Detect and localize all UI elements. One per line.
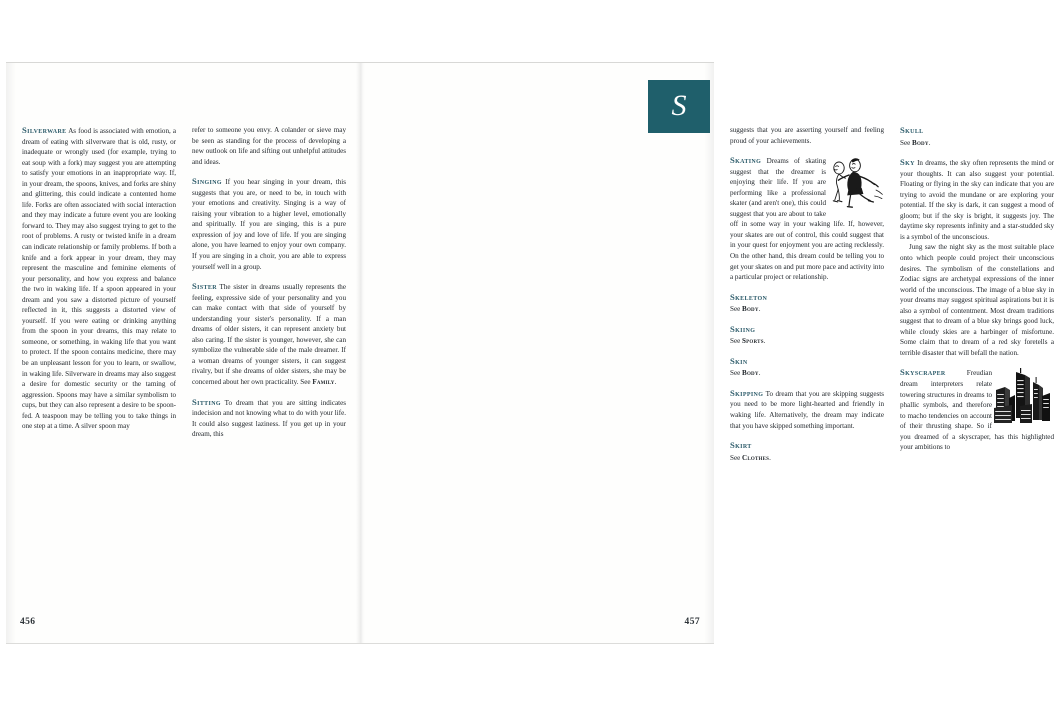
headword-skeleton: Skeleton <box>730 291 768 302</box>
entry-text: Dreams of skating suggest that the dreamer is enjoying their life. If you are performing like a professional skater (and aren't one), this could suggest that you are about to take off in some way in your waking life. If, however, your skates are out of control, this could suggest that in your quest for enjoyment you are acting recklessly. On the other hand, this dream could be telling you to get your skates on and put more pace and activity into a particular project or relationship. <box>730 157 884 282</box>
see-also-prefix: See <box>300 378 313 387</box>
entry-sky <box>900 157 1054 358</box>
cross-reference-clothes[interactable]: Clothes <box>742 453 770 462</box>
see-also-suffix: . <box>758 369 761 378</box>
entry-headword-line <box>730 440 884 452</box>
headword-skipping: Skipping <box>730 387 764 398</box>
cross-reference-sports[interactable]: Sports <box>742 337 764 346</box>
entry-text: To dream that you are skipping suggests you need to be more light-hearted and friendly in waking life. Alternatively, the dream may indicate that you have skipped something important. <box>730 389 884 430</box>
headword-skiing: Skiing <box>730 323 756 334</box>
entry-text: To dream that you are sitting indicates indecision and not knowing what to do with your life. It could also suggest laziness. If you get up in your dream, this <box>192 398 346 439</box>
see-also-prefix: See <box>730 305 743 314</box>
entry-headword-line <box>730 324 884 336</box>
entry-headword-line <box>730 292 884 304</box>
see-also-line <box>900 138 1054 149</box>
right-page-column-2 <box>900 125 1054 599</box>
entry-singing <box>192 176 346 272</box>
headword-skyscraper: Skyscraper <box>900 367 946 378</box>
tab-letter: S <box>671 88 687 122</box>
entry-text: refer to someone you envy. A colander or sieve may be seen as standing for the process of developing a new outlook on life and sifting out unhelpful attitudes and ideas. <box>192 126 346 166</box>
see-also-prefix: See <box>730 337 743 346</box>
see-also-line <box>730 336 884 347</box>
right-page-edge-shading <box>704 63 714 643</box>
entry-skirt <box>730 440 884 463</box>
entry-body <box>730 388 884 431</box>
entry-skull <box>900 125 1054 148</box>
entry-body <box>192 281 346 387</box>
see-also-suffix: . <box>758 305 761 314</box>
cross-reference-family[interactable]: Family <box>312 378 335 387</box>
entry-skating <box>730 155 884 283</box>
entry-silverware <box>22 125 176 432</box>
see-also-suffix: . <box>769 453 771 462</box>
entry-sitting-continued <box>730 125 884 146</box>
headword-skating: Skating <box>730 155 762 166</box>
entry-text: Freudian dream interpreters relate towering structures in dreams to phallic symbols, and therefore to macho tendencies on account of their thrusting shape. So if you dreamed of a skyscraper, has this highlighted your ambitions to <box>900 369 1054 452</box>
headword-skirt: Skirt <box>730 440 752 451</box>
headword-sky: Sky <box>900 157 915 168</box>
entry-body <box>192 397 346 440</box>
entry-body <box>192 125 346 167</box>
skyscrapers-illustration <box>992 368 1054 426</box>
cross-reference-body[interactable]: Body <box>742 369 759 378</box>
headword-sitting: Sitting <box>192 396 221 407</box>
entry-skipping <box>730 388 884 431</box>
open-book-spread <box>6 62 1054 644</box>
headword-skull: Skull <box>900 125 924 135</box>
skaters-illustration <box>826 156 884 212</box>
entry-text: In dreams, the sky often represents the mind or your thoughts. It can also suggest your potential. Floating or flying in the sky can indicate that you are trying to avoid the mundane or are exploring your potential. If the sky is dark, it can suggest a mood of gloom; but if the sky is bright, it suggests joy. The daytime sky represents infinity and a star-studded sky is a symbol of the unconscious. <box>900 159 1054 241</box>
alphabet-thumb-tab-s[interactable] <box>648 80 710 133</box>
entry-sitting <box>192 397 346 440</box>
entry-body <box>730 125 884 146</box>
entry-skiing <box>730 324 884 347</box>
see-also-line <box>730 453 884 464</box>
entry-skin <box>730 356 884 379</box>
see-also-suffix: . <box>334 378 337 387</box>
headword-silverware: Silverware <box>22 125 67 135</box>
entry-headword-line <box>730 356 884 368</box>
entry-body <box>900 157 1054 242</box>
entry-silverware-continued <box>192 125 346 167</box>
entry-body-paragraph-2: Jung saw the night sky as the most suitable place onto which people could project their unconscious desires. The symbolism of the constellations and Zodiac signs are archetypal expressions of the inner world of the unconscious. The image of a blue sky in your dreams may suggest spiritual aspirations but it is also a symbol of contentment. Most dream traditions suggest that to dream of a blue sky brings good luck, while cloudy skies are a harbinger of misfortune. Some claim that to dream of a red sky foretells a terrible disaster that will befall the nation. <box>900 243 1054 357</box>
entry-text: suggests that you are asserting yourself and feeling proud of your achievements. <box>730 126 884 145</box>
left-page-edge-shading <box>6 63 16 643</box>
cross-reference-body[interactable]: Body <box>912 138 929 147</box>
headword-sister: Sister <box>192 281 217 292</box>
right-page-columns <box>730 125 1054 599</box>
left-page-columns <box>22 125 346 599</box>
see-also-prefix: See <box>900 138 913 147</box>
right-page-column-1 <box>730 125 884 599</box>
see-also-prefix: See <box>730 453 743 462</box>
entry-sister <box>192 281 346 387</box>
left-page-column-1 <box>22 125 176 599</box>
see-also-suffix: . <box>763 337 766 346</box>
see-also-prefix: See <box>730 369 743 378</box>
entry-text: As food is associated with emotion, a dream of eating with silverware that is old, rusty, or inadequate or wrongly used (for example, trying to eat soup with a fork) may suggest you are attempting to satisfy your emotions in an inappropriate way. If, in your dream, the spoons, knives, and forks are shiny and glittering, this could indicate a contented home life. Forks are often associated with social interaction and they may indicate a future event you are looking forward to. They may also suggest trying to get to the root of problems. A rusty or twisted knife in a dream can indicate relationship or family problems. If both a knife and a fork appear in your dream, they may represent the masculine and feminine elements of your personality, and how you express and balance the two in waking life. If a spoon appeared in your dream and you saw a distorted picture of yourself reflected in it, this suggests a distorted view of yourself. If you were eating or drinking anything from the spoon in your dreams, this may relate to someone, or something, in waking life that you want to protect. If the spoon contains medicine, there may be an unpleasant lesson for you to learn, or swallow, in waking life. Silverware in dreams may also suggest a desire for domestic security or the taming of aggression. Spoons may have a similar symbolism to cups, but they can also represent a desire to be spoon-fed. A teaspoon may be telling you to take things in one step at a time. A silver spoon may <box>22 127 176 431</box>
left-page-column-2 <box>192 125 346 599</box>
entry-text: The sister in dreams usually represents the feeling, expressive side of your personality and you can make contact with that side of yourself by understanding your sister's personality. If a man dreams of older sisters, it can represent anxiety but also caring. If the sister is younger, however, she can symbolize the vulnerable side of the male dreamer. If a woman dreams of younger sisters, it can suggest rivalry, but if she dreams of older sisters, she may be concerned about her own practicality. <box>192 283 346 387</box>
entry-body <box>22 125 176 432</box>
left-page <box>6 63 360 643</box>
headword-singing: Singing <box>192 176 222 187</box>
page-number-left: 456 <box>20 617 36 627</box>
entry-text: If you hear singing in your dream, this suggests that you are, or need to be, in touch with your emotions and creativity. Singing is a way of raising your vibration to a higher level, emotionally and spiritually. If you are singing, this is a pure expression of joy and love of life. If you are singing alone, you have learned to enjoy your own company. If you are singing in a choir, you are able to express yourself well in a group. <box>192 178 346 271</box>
entry-body <box>192 176 346 272</box>
right-page <box>360 63 1054 643</box>
cross-reference-body[interactable]: Body <box>742 305 759 314</box>
see-also-suffix: . <box>928 138 931 147</box>
entry-skeleton <box>730 292 884 315</box>
see-also-line <box>730 304 884 315</box>
entry-skyscraper <box>900 367 1054 452</box>
see-also-line <box>730 368 884 379</box>
headword-skin: Skin <box>730 355 748 366</box>
entry-headword-line <box>900 125 1054 137</box>
page-number-right: 457 <box>684 617 700 627</box>
